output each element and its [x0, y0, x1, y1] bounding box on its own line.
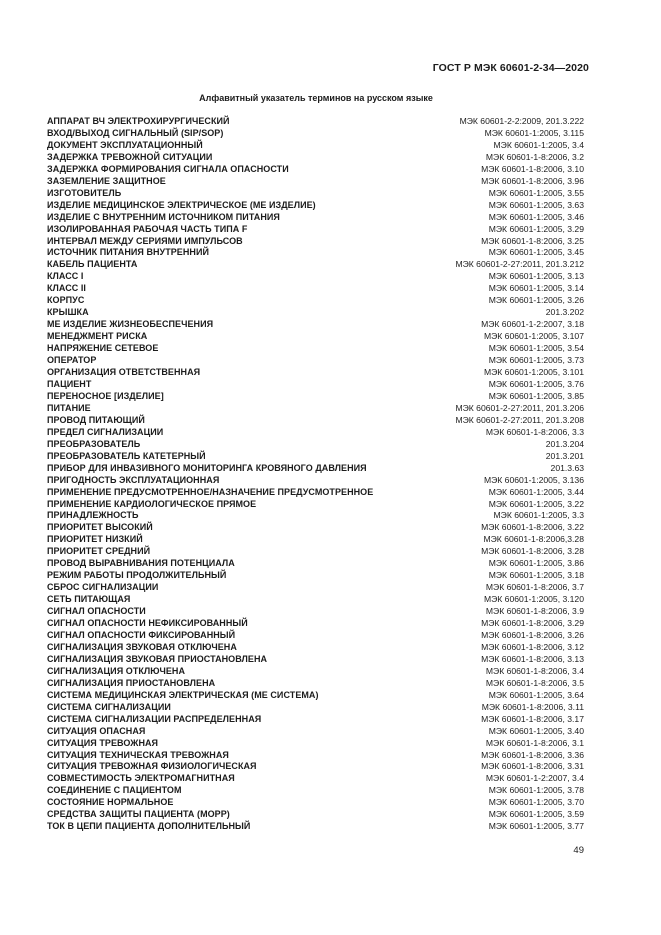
- index-term: ПРИНАДЛЕЖНОСТЬ: [47, 510, 139, 521]
- index-reference: МЭК 60601-1:2005, 3.63: [488, 199, 584, 210]
- index-term: ПРИОРИТЕТ НИЗКИЙ: [47, 534, 143, 545]
- index-reference: МЭК 60601-1-8:2006, 3.4: [485, 665, 584, 676]
- index-reference: МЭК 60601-1:2005, 3.120: [483, 594, 584, 605]
- index-entry: [47, 188, 584, 200]
- index-entry: [47, 355, 584, 367]
- index-reference: МЭК 60601-1:2005, 3.77: [488, 821, 584, 832]
- index-reference: МЭК 60601-2-27:2011, 201.3.208: [455, 414, 584, 425]
- index-term: ЗАДЕРЖКА ТРЕВОЖНОЙ СИТУАЦИИ: [47, 151, 213, 162]
- index-entry: [47, 271, 584, 283]
- index-term: ДОКУМЕНТ ЭКСПЛУАТАЦИОННЫЙ: [47, 139, 203, 150]
- index-entry: [47, 212, 584, 224]
- index-term: ОРГАНИЗАЦИЯ ОТВЕТСТВЕННАЯ: [47, 367, 201, 378]
- index-term: ПРИОРИТЕТ СРЕДНИЙ: [47, 546, 151, 557]
- index-reference: МЭК 60601-1-8:2006, 3.9: [485, 606, 584, 617]
- index-entry: [47, 761, 584, 773]
- index-entry: [47, 224, 584, 236]
- index-entry: [47, 797, 584, 809]
- index-entry: [47, 116, 584, 128]
- index-reference: 201.3.63: [550, 462, 584, 473]
- index-term: СИТУАЦИЯ ТЕХНИЧЕСКАЯ ТРЕВОЖНАЯ: [47, 749, 229, 760]
- index-entry: [47, 295, 584, 307]
- index-reference: МЭК 60601-1:2005, 3.86: [488, 558, 584, 569]
- page-number: 49: [573, 845, 584, 856]
- index-term: РЕЖИМ РАБОТЫ ПРОДОЛЖИТЕЛЬНЫЙ: [47, 570, 227, 581]
- index-term: СИСТЕМА СИГНАЛИЗАЦИИ: [47, 701, 171, 712]
- index-reference: МЭК 60601-2-27:2011, 201.3.212: [455, 259, 584, 270]
- index-term: ПЕРЕНОСНОЕ [ИЗДЕЛИЕ]: [47, 390, 164, 401]
- index-term: СИСТЕМА СИГНАЛИЗАЦИИ РАСПРЕДЕЛЕННАЯ: [47, 713, 262, 724]
- index-entry: [47, 140, 584, 152]
- index-entry: [47, 487, 584, 499]
- index-entry: [47, 618, 584, 630]
- index-entry: [47, 606, 584, 618]
- index-entry: [47, 427, 584, 439]
- index-reference: МЭК 60601-1-2:2007, 3.4: [485, 773, 584, 784]
- index-entry: [47, 259, 584, 271]
- index-entry: [47, 319, 584, 331]
- index-reference: 201.3.204: [545, 438, 584, 449]
- index-reference: МЭК 60601-1:2005, 3.64: [488, 689, 584, 700]
- index-entry: [47, 726, 584, 738]
- index-entry: [47, 403, 584, 415]
- index-reference: МЭК 60601-1:2005, 3.85: [488, 390, 584, 401]
- index-reference: МЭК 60601-1-8:2006, 3.26: [481, 629, 584, 640]
- index-entry: [47, 331, 584, 343]
- index-term: ИЗГОТОВИТЕЛЬ: [47, 187, 122, 198]
- index-entry: [47, 200, 584, 212]
- index-reference: МЭК 60601-1:2005, 3.76: [488, 378, 584, 389]
- index-term: МЕ ИЗДЕЛИЕ ЖИЗНЕОБЕСПЕЧЕНИЯ: [47, 319, 214, 330]
- index-term: ИЗОЛИРОВАННАЯ РАБОЧАЯ ЧАСТЬ ТИПА F: [47, 223, 248, 234]
- index-term: СИСТЕМА МЕДИЦИНСКАЯ ЭЛЕКТРИЧЕСКАЯ (МЕ СИСТЕМА): [47, 689, 319, 700]
- index-term: ЗАДЕРЖКА ФОРМИРОВАНИЯ СИГНАЛА ОПАСНОСТИ: [47, 163, 289, 174]
- index-entry: [47, 678, 584, 690]
- index-reference: МЭК 60601-1:2005, 3.4: [493, 139, 584, 150]
- index-entry: [47, 785, 584, 797]
- index-reference: МЭК 60601-1:2005, 3.14: [488, 283, 584, 294]
- index-term: МЕНЕДЖМЕНТ РИСКА: [47, 331, 148, 342]
- index-term: СИГНАЛИЗАЦИЯ ЗВУКОВАЯ ОТКЛЮЧЕНА: [47, 641, 237, 652]
- index-title: Алфавитный указатель терминов на русском языке: [199, 93, 433, 103]
- standard-header: ГОСТ Р МЭК 60601-2-34—2020: [432, 62, 589, 74]
- index-term: ЗАЗЕМЛЕНИЕ ЗАЩИТНОЕ: [47, 175, 166, 186]
- index-entry: [47, 702, 584, 714]
- index-term: ИЗДЕЛИЕ С ВНУТРЕННИМ ИСТОЧНИКОМ ПИТАНИЯ: [47, 211, 280, 222]
- index-term: ПРИБОР ДЛЯ ИНВАЗИВНОГО МОНИТОРИНГА КРОВЯНОГО ДАВЛЕНИЯ: [47, 462, 367, 473]
- index-entry: [47, 510, 584, 522]
- index-reference: МЭК 60601-1-8:2006, 3.5: [485, 677, 584, 688]
- index-entry: [47, 534, 584, 546]
- index-entry: [47, 809, 584, 821]
- index-reference: МЭК 60601-1-8:2006, 3.22: [481, 522, 584, 533]
- index-entry: [47, 451, 584, 463]
- index-entry: [47, 247, 584, 259]
- index-term: СИГНАЛ ОПАСНОСТИ ФИКСИРОВАННЫЙ: [47, 629, 236, 640]
- index-reference: МЭК 60601-1:2005, 3.18: [488, 570, 584, 581]
- index-reference: МЭК 60601-1:2005, 3.59: [488, 809, 584, 820]
- index-entry: [47, 570, 584, 582]
- index-term: ИСТОЧНИК ПИТАНИЯ ВНУТРЕННИЙ: [47, 247, 209, 258]
- index-reference: МЭК 60601-1:2005, 3.22: [488, 498, 584, 509]
- index-term: ПАЦИЕНТ: [47, 378, 92, 389]
- index-term: ОПЕРАТОР: [47, 355, 97, 366]
- index-entry: [47, 499, 584, 511]
- index-term: КЛАСС II: [47, 283, 86, 294]
- index-entry: [47, 379, 584, 391]
- index-reference: МЭК 60601-1:2005, 3.73: [488, 355, 584, 366]
- index-term: ПРИМЕНЕНИЕ ПРЕДУСМОТРЕННОЕ/НАЗНАЧЕНИЕ ПРЕДУСМОТРЕННОЕ: [47, 486, 374, 497]
- index-term: ИЗДЕЛИЕ МЕДИЦИНСКОЕ ЭЛЕКТРИЧЕСКОЕ (МЕ ИЗДЕЛИЕ): [47, 199, 316, 210]
- index-reference: МЭК 60601-1:2005, 3.29: [488, 223, 584, 234]
- index-term: ПРИГОДНОСТЬ ЭКСПЛУАТАЦИОННАЯ: [47, 474, 220, 485]
- index-reference: МЭК 60601-1:2005, 3.70: [488, 797, 584, 808]
- index-term: СОВМЕСТИМОСТЬ ЭЛЕКТРОМАГНИТНАЯ: [47, 773, 235, 784]
- index-term: ПРЕОБРАЗОВАТЕЛЬ: [47, 438, 141, 449]
- index-term: ПРОВОД ВЫРАВНИВАНИЯ ПОТЕНЦИАЛА: [47, 558, 235, 569]
- index-term: ПРОВОД ПИТАЮЩИЙ: [47, 414, 145, 425]
- index-term: СИГНАЛ ОПАСНОСТИ НЕФИКСИРОВАННЫЙ: [47, 618, 248, 629]
- index-entry: [47, 343, 584, 355]
- index-reference: МЭК 60601-1-8:2006, 3.3: [485, 426, 584, 437]
- index-entry: [47, 666, 584, 678]
- index-reference: 201.3.201: [545, 450, 584, 461]
- index-reference: МЭК 60601-2-27:2011, 201.3.206: [455, 402, 584, 413]
- index-term: НАПРЯЖЕНИЕ СЕТЕВОЕ: [47, 343, 159, 354]
- index-reference: МЭК 60601-1:2005, 3.45: [488, 247, 584, 258]
- index-entry: [47, 128, 584, 140]
- index-term: ТОК В ЦЕПИ ПАЦИЕНТА ДОПОЛНИТЕЛЬНЫЙ: [47, 821, 251, 832]
- index-reference: МЭК 60601-1:2005, 3.44: [488, 486, 584, 497]
- index-term: ПРЕОБРАЗОВАТЕЛЬ КАТЕТЕРНЫЙ: [47, 450, 206, 461]
- index-entry: [47, 582, 584, 594]
- index-term: ПРИМЕНЕНИЕ КАРДИОЛОГИЧЕСКОЕ ПРЯМОЕ: [47, 498, 257, 509]
- index-entry: [47, 750, 584, 762]
- index-reference: МЭК 60601-1-8:2006, 3.2: [485, 151, 584, 162]
- index-reference: МЭК 60601-1:2005, 3.26: [488, 295, 584, 306]
- index-entry: [47, 415, 584, 427]
- index-reference: МЭК 60601-1:2005, 3.40: [488, 725, 584, 736]
- index-entry: [47, 283, 584, 295]
- index-term: СИГНАЛ ОПАСНОСТИ: [47, 606, 146, 617]
- index-reference: МЭК 60601-1-8:2006, 3.1: [485, 737, 584, 748]
- index-term: ИНТЕРВАЛ МЕЖДУ СЕРИЯМИ ИМПУЛЬСОВ: [47, 235, 243, 246]
- index-entry: [47, 738, 584, 750]
- index-term: КАБЕЛЬ ПАЦИЕНТА: [47, 259, 138, 270]
- index-reference: 201.3.202: [545, 307, 584, 318]
- index-reference: МЭК 60601-1-8:2006, 3.7: [485, 582, 584, 593]
- index-term: КЛАСС I: [47, 271, 84, 282]
- index-entry: [47, 164, 584, 176]
- index-term: ПИТАНИЕ: [47, 402, 91, 413]
- index-reference: МЭК 60601-1-2:2007, 3.18: [481, 319, 584, 330]
- index-reference: МЭК 60601-1:2005, 3.78: [488, 785, 584, 796]
- index-reference: МЭК 60601-2-2:2009, 201.3.222: [459, 116, 584, 126]
- index-entry: [47, 690, 584, 702]
- index-entry: [47, 558, 584, 570]
- index-term: СРЕДСТВА ЗАЩИТЫ ПАЦИЕНТА (МОРР): [47, 809, 230, 820]
- index-entry: [47, 176, 584, 188]
- index-entry: [47, 307, 584, 319]
- index-term: ПРИОРИТЕТ ВЫСОКИЙ: [47, 522, 153, 533]
- index-reference: МЭК 60601-1:2005, 3.136: [483, 474, 584, 485]
- index-term: ВХОД/ВЫХОД СИГНАЛЬНЫЙ (SIP/SOP): [47, 127, 224, 138]
- index-term: СБРОС СИГНАЛИЗАЦИИ: [47, 582, 159, 593]
- index-entry: [47, 642, 584, 654]
- index-entry: [47, 475, 584, 487]
- index-reference: МЭК 60601-1:2005, 3.46: [488, 211, 584, 222]
- index-term: СЕТЬ ПИТАЮЩАЯ: [47, 594, 131, 605]
- index-entry: [47, 821, 584, 833]
- index-term: ПРЕДЕЛ СИГНАЛИЗАЦИИ: [47, 426, 164, 437]
- index-reference: МЭК 60601-1:2005, 3.54: [488, 343, 584, 354]
- index-reference: МЭК 60601-1-8:2006, 3.17: [481, 713, 584, 724]
- index-reference: МЭК 60601-1:2005, 3.107: [483, 331, 584, 342]
- index-reference: МЭК 60601-1-8:2006, 3.11: [481, 701, 584, 712]
- index-entry: [47, 236, 584, 248]
- index-reference: МЭК 60601-1:2005, 3.115: [484, 127, 584, 138]
- index-term: КРЫШКА: [47, 307, 89, 318]
- index-reference: МЭК 60601-1:2005, 3.13: [488, 271, 584, 282]
- index-entry: [47, 630, 584, 642]
- index-term: КОРПУС: [47, 295, 85, 306]
- index-reference: МЭК 60601-1-8:2006,3.28: [483, 534, 584, 545]
- index-reference: МЭК 60601-1-8:2006, 3.29: [481, 618, 584, 629]
- index-entry: [47, 546, 584, 558]
- index-reference: МЭК 60601-1-8:2006, 3.13: [481, 653, 584, 664]
- index-reference: МЭК 60601-1:2005, 3.101: [483, 367, 584, 378]
- index-term: СОЕДИНЕНИЕ С ПАЦИЕНТОМ: [47, 785, 182, 796]
- index-entry: [47, 152, 584, 164]
- index-entry: [47, 714, 584, 726]
- index-reference: МЭК 60601-1-8:2006, 3.96: [481, 175, 584, 186]
- index-reference: МЭК 60601-1-8:2006, 3.12: [481, 641, 584, 652]
- index-term: СОСТОЯНИЕ НОРМАЛЬНОЕ: [47, 797, 174, 808]
- index-term: СИТУАЦИЯ ТРЕВОЖНАЯ: [47, 737, 159, 748]
- index-term: СИГНАЛИЗАЦИЯ ПРИОСТАНОВЛЕНА: [47, 677, 216, 688]
- index-term: СИТУАЦИЯ ТРЕВОЖНАЯ ФИЗИОЛОГИЧЕСКАЯ: [47, 761, 257, 772]
- index-entry: [47, 367, 584, 379]
- index-entry: [47, 654, 584, 666]
- index-reference: МЭК 60601-1-8:2006, 3.25: [481, 235, 584, 246]
- index-entry: [47, 773, 584, 785]
- index-reference: МЭК 60601-1-8:2006, 3.10: [481, 163, 584, 174]
- index-reference: МЭК 60601-1:2005, 3.3: [493, 510, 584, 521]
- index-entry: [47, 594, 584, 606]
- index-reference: МЭК 60601-1-8:2006, 3.36: [481, 749, 584, 760]
- index-entry: [47, 522, 584, 534]
- term-index-list: [47, 116, 584, 833]
- index-entry: [47, 463, 584, 475]
- index-entry: [47, 439, 584, 451]
- index-term: СИГНАЛИЗАЦИЯ ЗВУКОВАЯ ПРИОСТАНОВЛЕНА: [47, 653, 268, 664]
- index-reference: МЭК 60601-1:2005, 3.55: [488, 187, 584, 198]
- index-entry: [47, 391, 584, 403]
- index-reference: МЭК 60601-1-8:2006, 3.28: [481, 546, 584, 557]
- index-term: АППАРАТ ВЧ ЭЛЕКТРОХИРУРГИЧЕСКИЙ: [47, 116, 230, 126]
- index-reference: МЭК 60601-1-8:2006, 3.31: [481, 761, 584, 772]
- index-term: СИТУАЦИЯ ОПАСНАЯ: [47, 725, 146, 736]
- index-term: СИГНАЛИЗАЦИЯ ОТКЛЮЧЕНА: [47, 665, 186, 676]
